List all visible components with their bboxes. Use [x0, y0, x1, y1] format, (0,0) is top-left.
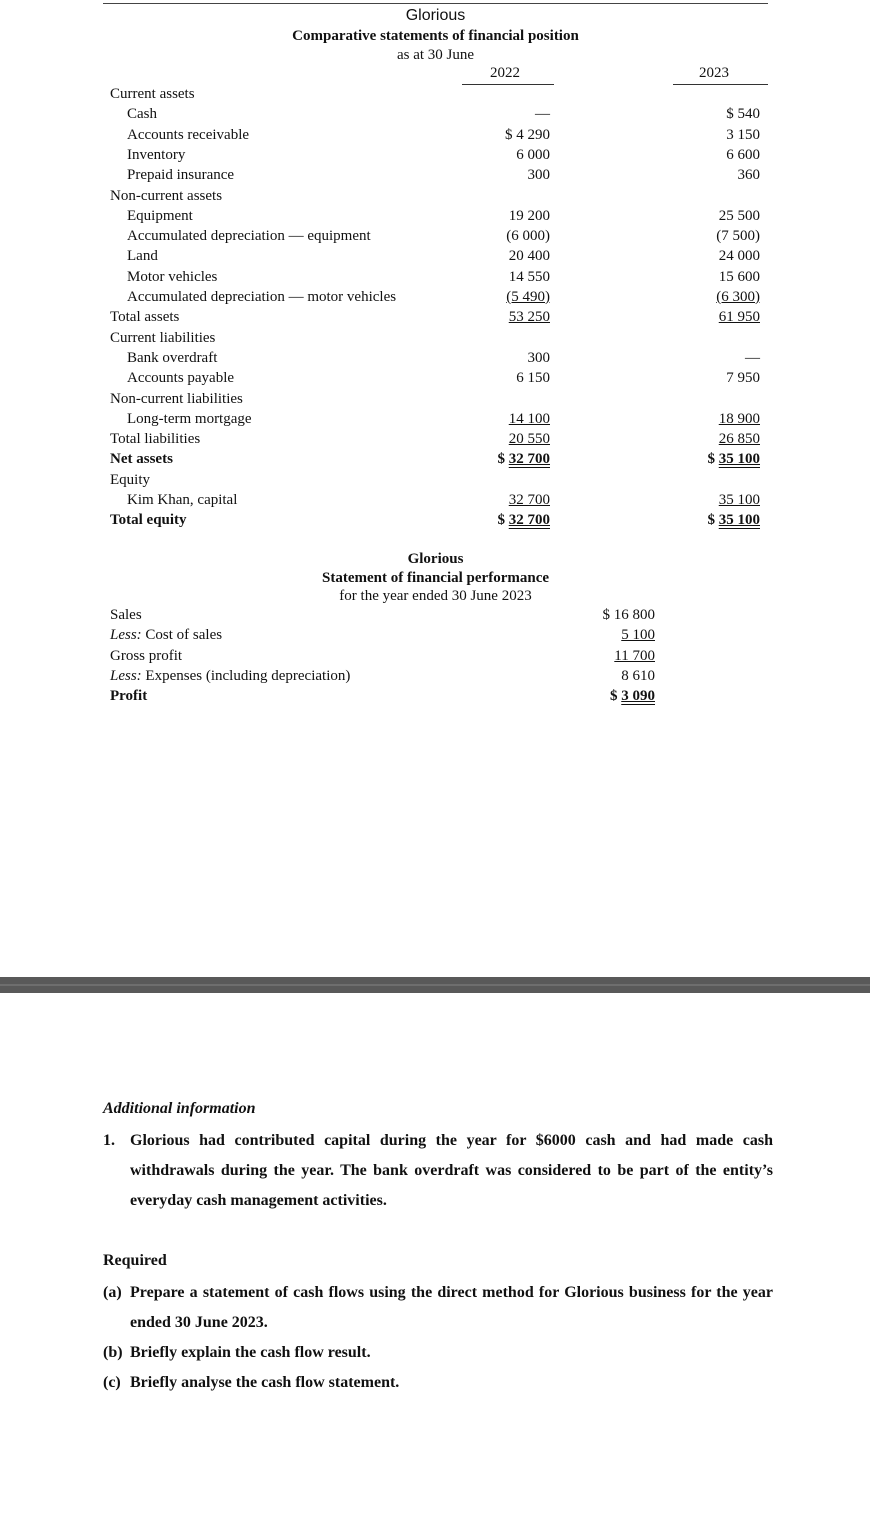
position-row-label: Motor vehicles	[127, 269, 218, 285]
value-2022: 300	[527, 350, 550, 366]
value-2022: (6 000)	[506, 228, 550, 244]
required-item-b	[103, 1338, 773, 1368]
value-2022: 6 000	[516, 147, 550, 163]
position-row	[0, 167, 870, 187]
value-2023: —	[745, 350, 760, 366]
value-2022: $ 4 290	[505, 127, 550, 143]
currency-symbol: $	[707, 451, 719, 467]
position-row	[0, 391, 870, 411]
position-row-label: Bank overdraft	[127, 350, 218, 366]
label-text: Gross profit	[110, 648, 183, 664]
additional-item-text: Glorious had contributed capital during the year for $6000 cash and had made cash withdrawals during the year. The bank overdraft was considered to be part of the entity’s everyday cash management activities.	[130, 1132, 773, 1209]
position-row-label: Non-current assets	[110, 188, 223, 204]
value-2022: 19 200	[508, 208, 550, 224]
required-item-c	[103, 1368, 773, 1398]
value-2022: 20 400	[508, 248, 550, 264]
total-amount: 35 100	[718, 451, 760, 467]
position-row	[0, 451, 870, 471]
position-row-label: Current liabilities	[110, 330, 216, 346]
value-2023	[708, 451, 761, 468]
value-2022: 6 150	[516, 370, 550, 386]
position-row	[0, 350, 870, 370]
value-2023: 35 100	[718, 492, 760, 508]
required-list	[103, 1278, 773, 1398]
year-2022-header: 2022	[490, 65, 520, 81]
position-subtitle: as at 30 June	[396, 47, 475, 63]
value-2023: 61 950	[718, 309, 760, 325]
additional-heading: Additional information	[103, 1100, 256, 1117]
position-row-label: Accounts payable	[127, 370, 235, 386]
position-row	[0, 248, 870, 268]
required-item-b-number: (b)	[103, 1344, 123, 1361]
required-item-c-number: (c)	[103, 1374, 121, 1391]
value-2023: (7 500)	[716, 228, 760, 244]
label-prefix: Less:	[110, 668, 142, 684]
position-row-label: Equipment	[127, 208, 193, 224]
label-text: Cost of sales	[141, 627, 223, 643]
position-row-label: Inventory	[127, 147, 186, 163]
value-2022: (5 490)	[506, 289, 550, 305]
additional-item-number: 1.	[103, 1132, 115, 1149]
value-2023: 360	[737, 167, 760, 183]
required-item-a-text: Prepare a statement of cash flows using the direct method for Glorious business for the year ended 30 June 2023.	[130, 1284, 773, 1331]
position-row	[0, 106, 870, 126]
position-row-label: Accounts receivable	[127, 127, 250, 143]
position-row-label: Total assets	[110, 309, 180, 325]
value-2022: 14 550	[508, 269, 550, 285]
value-2022: 20 550	[508, 431, 550, 447]
performance-row	[0, 668, 870, 688]
position-row	[0, 472, 870, 492]
position-row	[0, 208, 870, 228]
value-2023: $ 540	[726, 106, 760, 122]
position-row	[0, 411, 870, 431]
position-row	[0, 330, 870, 350]
required-heading: Required	[103, 1252, 167, 1269]
performance-title: Statement of financial performance	[321, 570, 550, 586]
performance-row-label	[110, 607, 142, 624]
page-separator-bar	[0, 977, 870, 993]
value-2023: 24 000	[718, 248, 760, 264]
performance-row	[0, 627, 870, 647]
position-row	[0, 86, 870, 106]
performance-row	[0, 607, 870, 627]
position-row	[0, 127, 870, 147]
required-item-a	[103, 1278, 773, 1338]
value-2022	[498, 451, 551, 468]
position-row-label: Equity	[110, 472, 150, 488]
performance-value: 8 610	[621, 668, 655, 684]
label-text: Expenses (including depreciation)	[141, 668, 351, 684]
year-2023-header: 2023	[699, 65, 729, 81]
additional-list	[103, 1126, 773, 1216]
value-2023: 18 900	[718, 411, 760, 427]
performance-company: Glorious	[407, 551, 464, 567]
additional-item	[103, 1126, 773, 1216]
performance-value: 11 700	[614, 648, 655, 664]
required-item-a-number: (a)	[103, 1284, 122, 1301]
position-row-label: Accumulated depreciation — equipment	[127, 228, 371, 244]
performance-value: $ 16 800	[602, 607, 655, 623]
position-row-label: Cash	[127, 106, 157, 122]
performance-value	[610, 688, 655, 705]
currency-symbol: $	[497, 512, 509, 528]
position-row	[0, 309, 870, 329]
value-2022	[498, 512, 551, 529]
position-row-label: Total liabilities	[110, 431, 201, 447]
profit-amount: 3 090	[621, 688, 655, 704]
position-row-label: Total equity	[110, 512, 187, 528]
top-rule	[103, 3, 768, 4]
label-prefix: Less:	[110, 627, 142, 643]
year-2023-rule	[673, 84, 768, 85]
currency-symbol: $	[610, 688, 622, 704]
value-2022: 53 250	[508, 309, 550, 325]
position-row-label: Land	[127, 248, 158, 264]
performance-subtitle: for the year ended 30 June 2023	[339, 588, 532, 604]
total-amount: 32 700	[508, 512, 550, 528]
position-row-label: Prepaid insurance	[127, 167, 235, 183]
position-row-label: Current assets	[110, 86, 195, 102]
required-item-c-text: Briefly analyse the cash flow statement.	[130, 1374, 400, 1391]
value-2023	[708, 512, 761, 529]
label-text: Sales	[110, 607, 142, 623]
performance-row-label	[110, 627, 222, 644]
position-row	[0, 512, 870, 532]
currency-symbol: $	[707, 512, 719, 528]
position-row-label: Long-term mortgage	[127, 411, 252, 427]
position-row	[0, 228, 870, 248]
performance-row-label	[110, 648, 182, 665]
required-item-b-text: Briefly explain the cash flow result.	[130, 1344, 371, 1361]
performance-row-label	[110, 688, 147, 705]
position-row	[0, 147, 870, 167]
currency-symbol: $	[497, 451, 509, 467]
position-company: Glorious	[405, 7, 466, 24]
total-amount: 32 700	[508, 451, 550, 467]
value-2023: 26 850	[718, 431, 760, 447]
performance-value: 5 100	[621, 627, 655, 643]
value-2023: (6 300)	[716, 289, 760, 305]
value-2022: 14 100	[508, 411, 550, 427]
position-row	[0, 492, 870, 512]
year-2022-rule	[462, 84, 554, 85]
performance-row	[0, 648, 870, 668]
value-2022: 32 700	[508, 492, 550, 508]
value-2023: 6 600	[726, 147, 760, 163]
label-text: Profit	[110, 688, 148, 704]
total-amount: 35 100	[718, 512, 760, 528]
position-title: Comparative statements of financial position	[292, 28, 579, 44]
performance-row-label	[110, 668, 350, 685]
position-row	[0, 269, 870, 289]
value-2022: 300	[527, 167, 550, 183]
performance-row	[0, 688, 870, 708]
value-2022: —	[535, 106, 550, 122]
value-2023: 3 150	[726, 127, 760, 143]
value-2023: 25 500	[718, 208, 760, 224]
position-row	[0, 289, 870, 309]
position-row	[0, 431, 870, 451]
position-row	[0, 370, 870, 390]
position-row	[0, 188, 870, 208]
position-row-label: Non-current liabilities	[110, 391, 243, 407]
position-row-label: Accumulated depreciation — motor vehicles	[127, 289, 397, 305]
value-2023: 7 950	[726, 370, 760, 386]
position-row-label: Kim Khan, capital	[127, 492, 238, 508]
position-row-label: Net assets	[110, 451, 173, 467]
value-2023: 15 600	[718, 269, 760, 285]
